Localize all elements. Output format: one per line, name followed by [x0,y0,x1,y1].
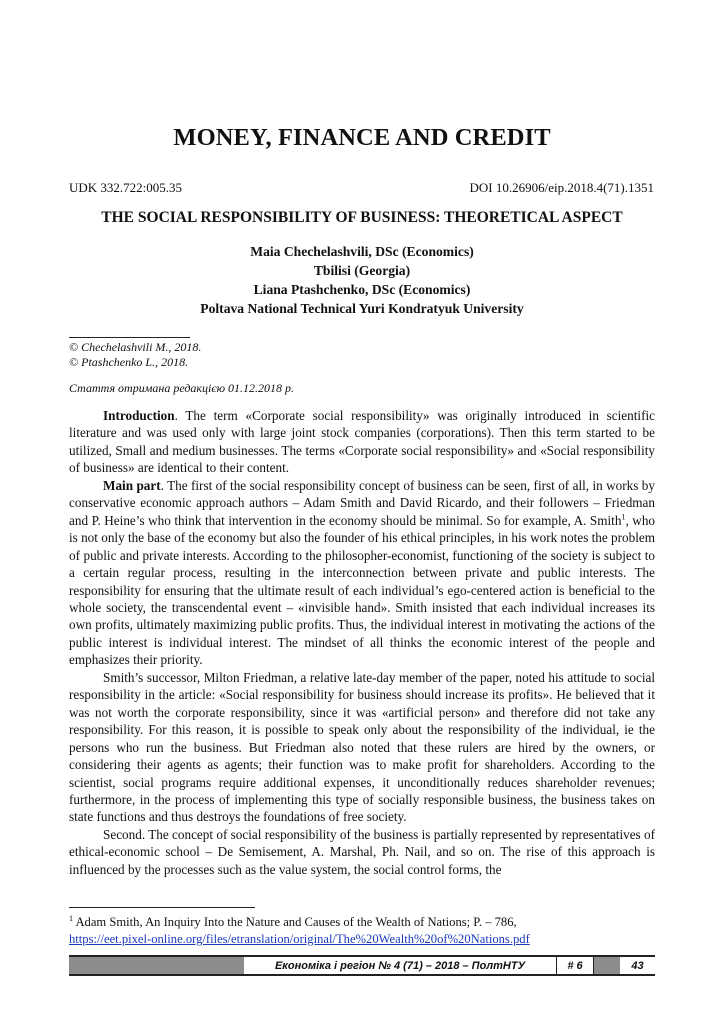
copyright-line: © Ptashchenko L., 2018. [69,355,189,369]
article-meta [69,180,654,196]
introduction-heading: Introduction [103,408,175,423]
author-2-affiliation: Poltava National Technical Yuri Kondratyuk University [200,301,524,316]
footer-fill-left [69,957,244,974]
paragraph-second: Second. The concept of social responsibility of the business is partially represented by representatives of ethical-economic school – De Semisement, A. Marshal, Ph. Nail, and so on. The rise of this approach is influenced by the processes such as the value system, the social control forms, the [69,826,655,877]
article-body [69,407,655,878]
page-number: 43 [620,957,655,974]
author-block [40,242,684,318]
copyright-divider [69,337,190,338]
paragraph-main-part [69,477,655,669]
udk-code: UDK 332.722:005.35 [69,180,183,195]
footnote-divider [69,907,255,908]
paragraph-text: , who is not only the base of the economy but also the founder of his ethical principles, in his work notes the problem of public and private interests. According to the philosopher-economist, functioning of the society is subject to a certain regular process, resulting in the interconnection between private and public interests. The responsibility for ensuring that the ultimate result of each individual’s ego-centered action is beneficial to the whole society, the transcendental event – «invisible hand». Smith insisted that each individual increases its own profits, ultimately maximizing public profits. Thus, the individual interest in motivating the actions of the public interest is individual interest. The mindset of all thinks the economic interest of the people and emphasizes their priority. [69,512,656,668]
footnote-mark: 1 [69,913,73,923]
received-note: Стаття отримана редакцією 01.12.2018 р. [69,381,295,395]
doi: DOI 10.26906/eip.2018.4(71).1351 [469,180,654,195]
article-title: THE SOCIAL RESPONSIBILITY OF BUSINESS: THEORETICAL ASPECT [101,209,623,226]
author-2-name: Liana Ptashchenko, DSc (Economics) [253,282,471,297]
section-title: MONEY, FINANCE AND CREDIT [173,124,551,151]
author-1-affiliation: Tbilisi (Georgia) [313,263,411,278]
paragraph-introduction [69,407,655,477]
page-footer [69,955,655,976]
paragraph-friedman: Smith’s successor, Milton Friedman, a relative late-day member of the paper, noted his attitude to social responsibility in the article: «Social responsibility for business should increase its profits». He believed that it was not worth the corporate responsibility, since it was «artificial person» and therefore did not take any responsibility. For this reason, it is possible to speak only about the responsibility of the individual, ie the persons who run the business. But Friedman also noted that these rulers are hired by the owners, or considering their agents as agents; their function was to make profit for shareholders. According to the scientist, social programs require additional expenses, it unconditionally reduces shareholder revenues; furthermore, in the process of implementing this type of socially responsible business, the business takes on state functions and thus destroys the foundations of free society. [69,669,655,825]
paragraph-text: . The first of the social responsibility concept of business can be seen, first of all, in works by conservative economic approach authors – Adam Smith and David Ricardo, and their followers – Friedman and P. Heine’s who think that intervention in the economy should be minimal. So for example, A. Smith [69,477,655,528]
issue-number: # 6 [556,957,594,974]
journal-name: Економіка і регіон № 4 (71) – 2018 – ПолтНТУ [244,957,556,974]
copyright-line: © Chechelashvili M., 2018. [69,340,202,354]
footnote [69,914,655,948]
paragraph-text: . The term «Corporate social responsibility» was originally introduced in scientific literature and was used only with large joint stock companies (corporations). Then this term started to be utilized, Small and medium businesses. The terms «Corporate social responsibility» and «Social responsibility of business» are identical to their content. [69,408,655,476]
copyright-block [69,340,201,370]
footnote-text: Adam Smith, An Inquiry Into the Nature and Causes of the Wealth of Nations; P. – 786, [73,915,517,929]
footer-fill-right [594,957,620,974]
footnote-reference: 1 [621,512,626,522]
main-part-heading: Main part [103,477,161,493]
author-1-name: Maia Chechelashvili, DSc (Economics) [250,244,474,259]
footnote-link[interactable]: https://eet.pixel-online.org/files/etranslation/original/The%20Wealth%20of%20Nations.pdf [69,932,530,946]
